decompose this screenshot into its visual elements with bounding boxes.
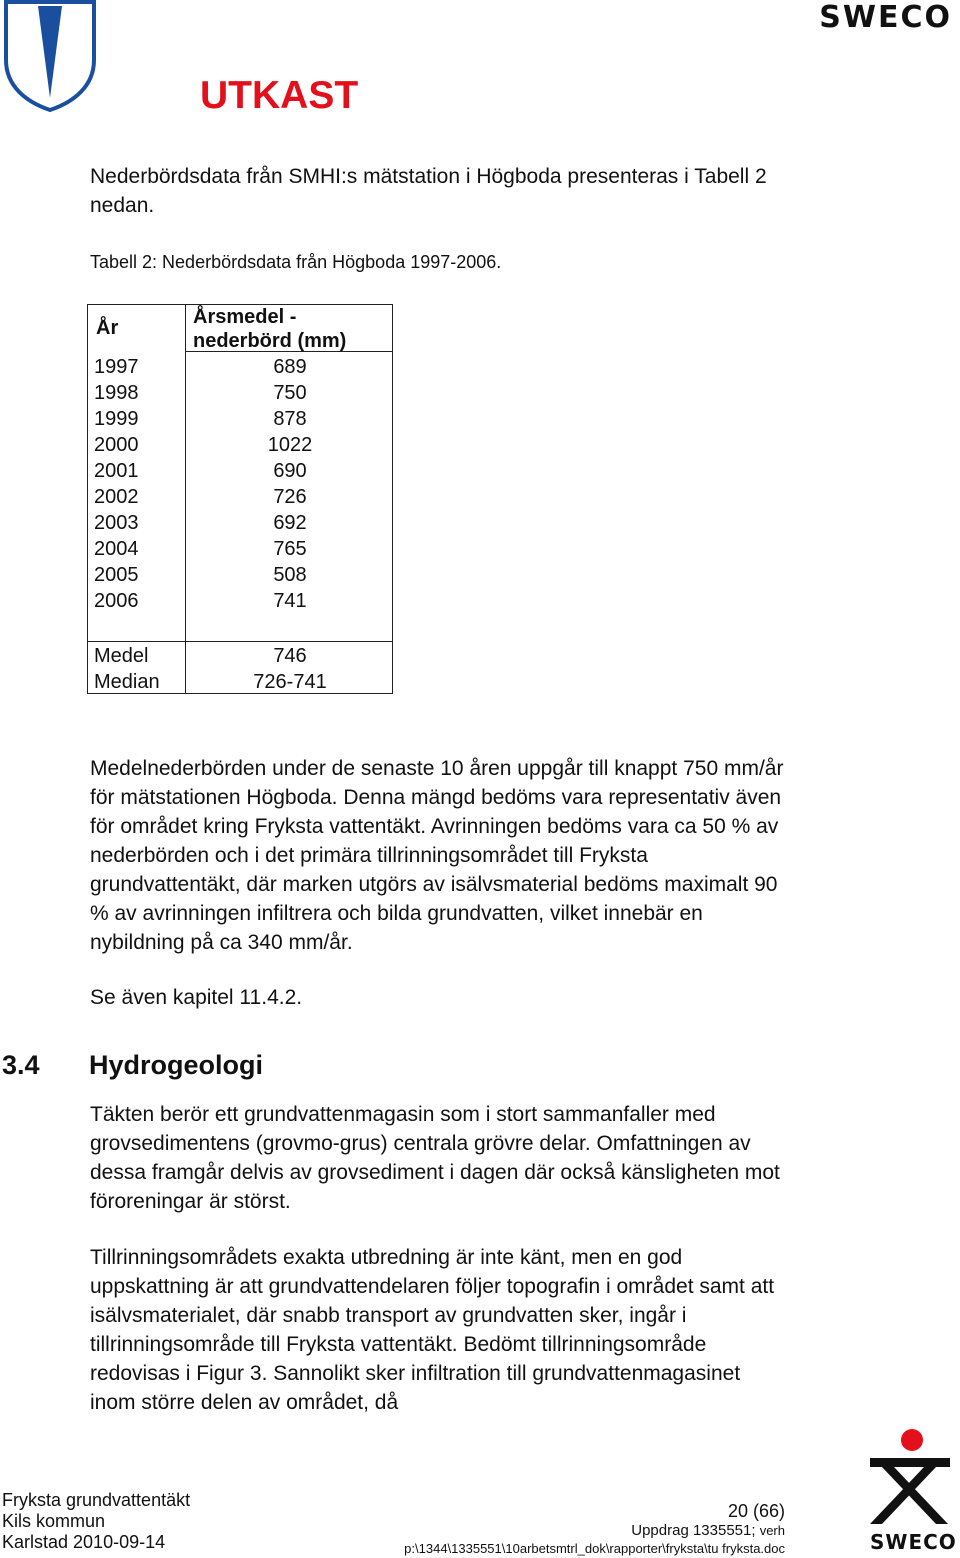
footer-right [404, 1500, 785, 1558]
header-year: År [96, 317, 119, 339]
precipitation-paragraph: Medelnederbörden under de senaste 10 åren uppgår till knappt 750 mm/år för mätstationen Högboda. Denna mängd bedöms vara representativ även för området kring Fryksta vattentäkt. Avrinningen bedöms vara ca 50 % av nederbörden och i det primära tillrinningsområdet till Fryksta grundvattentäkt, där marken utgörs av isälvsmaterial bedöms maximalt 90 % av avrinningen infiltrera och bilda grundvatten, vilket innebär en nybildning på ca 340 mm/år. [90, 757, 784, 954]
sweco-brand-footer: SWECO [870, 1530, 957, 1554]
page-number: 20 (66) [727, 1501, 785, 1521]
footer-client: Kils kommun [2, 1511, 106, 1531]
table-caption: Tabell 2: Nederbördsdata från Högboda 1997-2006. [90, 252, 502, 272]
footer-place-date: Karlstad 2010-09-14 [2, 1532, 166, 1552]
section-title: Hydrogeologi [89, 1050, 263, 1080]
header-value: Årsmedel - nederbörd (mm) [193, 306, 347, 352]
see-also-reference: Se även kapitel 11.4.2. [90, 986, 303, 1009]
section-number: 3.4 [2, 1050, 40, 1080]
hydrogeology-paragraph-2: Tillrinningsområdets exakta utbredning är inte känt, men en god uppskattning är att grundvattendelaren följer topografin i området samt att isälvsmaterialet, där snabb transport av grundvatten sker, ingår i tillrinningsområde till Fryksta vattentäkt. Bedömt tillrinningsområde redovisas i Figur 3. Sannolikt sker infiltration till grundvattenmagasinet inom större delen av området, då [90, 1246, 775, 1414]
hydrogeology-paragraph-1: Täkten berör ett grundvattenmagasin som i stort sammanfaller med grovsedimentens (grovmo-grus) centrala grövre delar. Omfattningen av dessa framgår delvis av grovsediment i dagen där också känsligheten mot föroreningar är störst. [90, 1103, 780, 1213]
footer-left [2, 1490, 190, 1553]
file-path: p:\1344\1335551\10arbetsmtrl_dok\rapporter\fryksta\tu fryksta.doc [404, 1541, 785, 1556]
assignment-ref: Uppdrag 1335551; verh [631, 1522, 785, 1539]
sweco-figure-logo [864, 1428, 954, 1528]
sweco-brand-header: SWECO [819, 0, 952, 35]
footer-project: Fryksta grundvattentäkt [2, 1490, 191, 1510]
precipitation-table: År Årsmedel - nederbörd (mm) 1997 689 1998 750 1999 878 2000 1022 2001 690 2002 726 2003 692 2004 765 2005 508 2006 741 Medel 746 Median 726-741 [87, 304, 393, 694]
draft-label: UTKAST [200, 74, 359, 117]
intro-paragraph: Nederbördsdata från SMHI:s mätstation i Högboda presenteras i Tabell 2 nedan. [90, 165, 767, 217]
municipality-crest-logo [2, 0, 98, 112]
